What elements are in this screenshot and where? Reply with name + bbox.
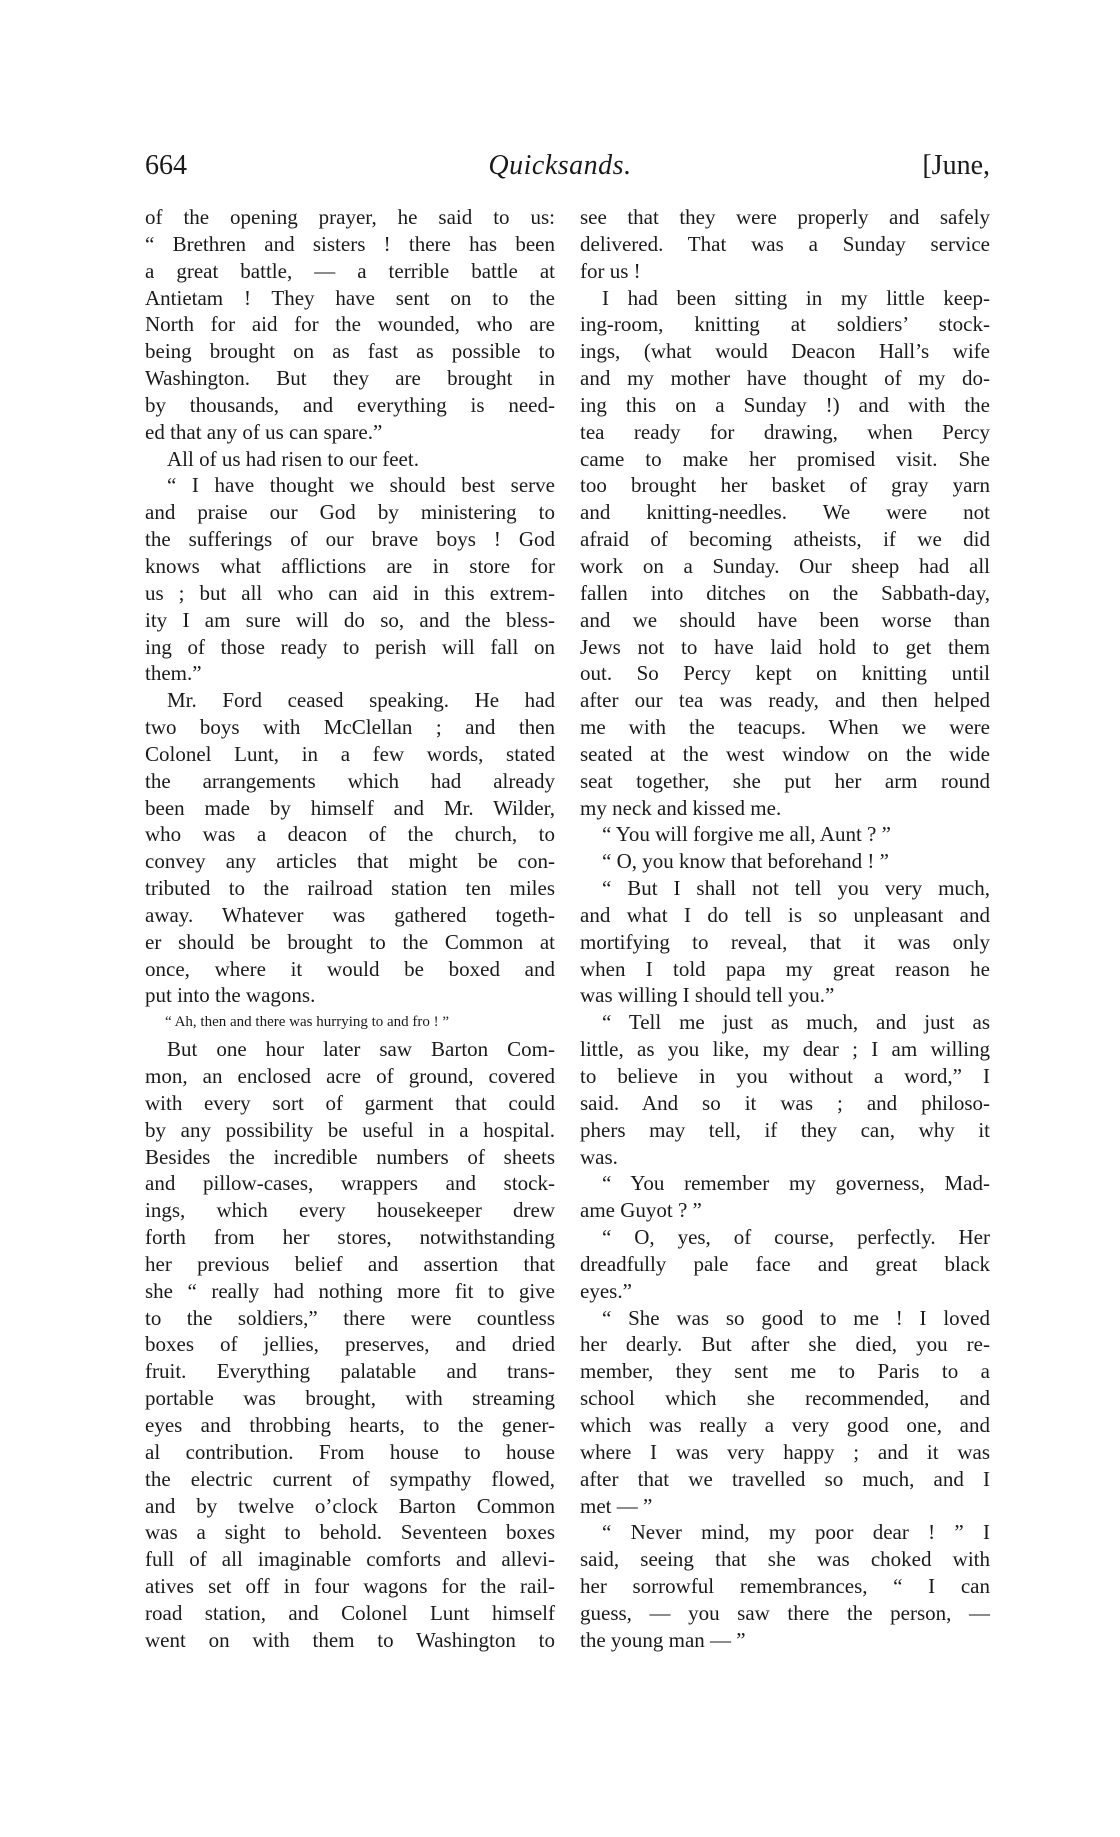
text-line: full of all imaginable comforts and allevi- — [145, 1547, 555, 1572]
paragraph — [580, 1519, 990, 1653]
paragraph — [145, 446, 555, 473]
text-line: ed that any of us can spare.” — [145, 419, 383, 444]
text-line: atives set off in four wagons for the rail- — [145, 1574, 555, 1599]
text-line: phers may tell, if they can, why it — [580, 1117, 990, 1142]
text-line: a great battle, — a terrible battle at — [145, 258, 555, 283]
text-line: road station, and Colonel Lunt himself — [145, 1600, 555, 1625]
text-line: Washington. But they are brought in — [145, 366, 555, 391]
text-line: al contribution. From house to house — [145, 1439, 555, 1464]
text-line: “ Brethren and sisters ! there has been — [145, 231, 555, 256]
text-line: ings, (what would Deacon Hall’s wife — [580, 339, 990, 364]
text-line: was. — [580, 1144, 618, 1169]
text-line: fallen into ditches on the Sabbath-day, — [580, 580, 990, 605]
text-line: went on with them to Washington to — [145, 1627, 555, 1652]
text-line: my neck and kissed me. — [580, 795, 782, 820]
text-line: being brought on as fast as possible to — [145, 339, 555, 364]
text-line: was willing I should tell you.” — [580, 983, 835, 1008]
text-line: ing of those ready to perish will fall on — [145, 634, 555, 659]
text-line: ings, which every housekeeper drew — [145, 1198, 555, 1223]
text-line: ame Guyot ? ” — [580, 1198, 702, 1223]
text-line: But one hour later saw Barton Com- — [167, 1037, 555, 1062]
text-line: too brought her basket of gray yarn — [580, 473, 990, 498]
text-line: mon, an enclosed acre of ground, covered — [145, 1064, 555, 1088]
text-line: eyes.” — [580, 1278, 632, 1303]
paragraph — [580, 1305, 990, 1520]
text-line: two boys with McClellan ; and then — [145, 715, 555, 740]
text-line: us ; but all who can aid in this extrem- — [145, 580, 555, 605]
text-line: tea ready for drawing, when Percy — [580, 419, 990, 444]
text-line: out. So Percy kept on knitting until — [580, 661, 990, 686]
text-line: ity I am sure will do so, and the bless- — [145, 607, 555, 632]
text-line: seated at the west window on the wide — [580, 741, 990, 766]
running-title: Quicksands. — [488, 150, 632, 181]
text-line: forth from her stores, notwithstanding — [145, 1225, 555, 1250]
text-line: convey any articles that might be con- — [145, 849, 555, 874]
text-line: her dearly. But after she died, you re- — [580, 1332, 990, 1357]
text-line: by any possibility be useful in a hospital. — [145, 1117, 555, 1142]
text-line: work on a Sunday. Our sheep had all — [580, 553, 990, 578]
text-line: tributed to the railroad station ten miles — [145, 876, 555, 901]
text-line: me with the teacups. When we were — [580, 715, 990, 740]
text-line: afraid of becoming atheists, if we did — [580, 527, 990, 552]
paragraph — [580, 1009, 990, 1170]
text-line: Mr. Ford ceased speaking. He had — [167, 688, 555, 713]
text-line: the sufferings of our brave boys ! God — [145, 527, 555, 552]
paragraph — [145, 472, 555, 687]
text-line: said. And so it was ; and philoso- — [580, 1090, 990, 1115]
text-line: to the soldiers,” there were countless — [145, 1305, 555, 1330]
text-line: for us ! — [580, 258, 641, 283]
text-line: and praise our God by ministering to — [145, 500, 555, 525]
text-line: mortifying to reveal, that it was only — [580, 929, 990, 954]
text-line: “ I have thought we should best serve — [167, 473, 555, 498]
paragraph — [580, 875, 990, 1009]
text-line: Colonel Lunt, in a few words, stated — [145, 741, 555, 766]
text-line: little, as you like, my dear ; I am willing — [580, 1037, 990, 1062]
text-line: the arrangements which had already — [145, 768, 555, 793]
text-line: Antietam ! They have sent on to the — [145, 285, 555, 310]
text-line: and what I do tell is so unpleasant and — [580, 902, 990, 927]
text-line: them.” — [145, 661, 202, 686]
text-line: member, they sent me to Paris to a — [580, 1359, 990, 1384]
text-line: with every sort of garment that could — [145, 1090, 555, 1115]
text-line: and pillow-cases, wrappers and stock- — [145, 1171, 555, 1196]
text-line: seat together, she put her arm round — [580, 768, 990, 793]
text-line: her sorrowful remembrances, “ I can — [580, 1574, 990, 1599]
text-line: her previous belief and assertion that — [145, 1251, 555, 1276]
text-line: “ Never mind, my poor dear ! ” I — [602, 1520, 990, 1545]
text-line: “ She was so good to me ! I loved — [602, 1305, 990, 1330]
paragraph — [580, 848, 990, 875]
paragraph — [580, 821, 990, 848]
text-line: “ O, you know that beforehand ! ” — [602, 849, 889, 874]
text-line: ing this on a Sunday !) and with the — [580, 392, 990, 417]
text-line: “ Tell me just as much, and just as — [602, 1010, 990, 1035]
text-line: er should be brought to the Common at — [145, 929, 555, 954]
text-line: delivered. That was a Sunday service — [580, 231, 990, 256]
left-column — [145, 204, 555, 1654]
text-line: once, where it would be boxed and — [145, 956, 555, 981]
text-line: away. Whatever was gathered togeth- — [145, 902, 555, 927]
text-line: and my mother have thought of my do- — [580, 366, 990, 391]
epigraph — [145, 1009, 555, 1036]
text-line: was a sight to behold. Seventeen boxes — [145, 1520, 555, 1545]
paragraph — [145, 1036, 555, 1653]
text-line: and knitting-needles. We were not — [580, 500, 990, 525]
text-line: school which she recommended, and — [580, 1386, 990, 1411]
paragraph — [145, 687, 555, 1009]
text-line: “ You remember my governess, Mad- — [602, 1171, 990, 1196]
text-line: “ But I shall not tell you very much, — [602, 876, 990, 901]
page-number: 664 — [145, 150, 187, 181]
text-line: when I told papa my great reason he — [580, 956, 990, 981]
paragraph — [145, 204, 555, 446]
text-line: which was really a very good one, and — [580, 1412, 990, 1437]
paragraph — [580, 285, 990, 822]
text-line: and we should have been worse than — [580, 607, 990, 632]
text-line: by thousands, and everything is need- — [145, 392, 555, 417]
text-line: said, seeing that she was choked with — [580, 1547, 990, 1572]
text-line: boxes of jellies, preserves, and dried — [145, 1332, 555, 1357]
text-line: fruit. Everything palatable and trans- — [145, 1359, 555, 1384]
text-line: “ O, yes, of course, perfectly. Her — [602, 1225, 990, 1250]
text-line: Besides the incredible numbers of sheets — [145, 1144, 555, 1169]
right-column — [580, 204, 990, 1654]
text-line: put into the wagons. — [145, 983, 316, 1008]
text-line: been made by himself and Mr. Wilder, — [145, 795, 555, 820]
text-line: All of us had risen to our feet. — [167, 446, 419, 471]
text-line: after our tea was ready, and then helped — [580, 688, 990, 713]
text-line: “ Ah, then and there was hurrying to and fro ! ” — [165, 1014, 450, 1031]
text-line: ing-room, knitting at soldiers’ stock- — [580, 312, 990, 337]
text-line: met — ” — [580, 1493, 653, 1518]
text-line: the electric current of sympathy flowed, — [145, 1466, 555, 1491]
text-line: she “ really had nothing more fit to give — [145, 1278, 555, 1303]
text-line: and by twelve o’clock Barton Common — [145, 1493, 555, 1518]
text-line: Jews not to have laid hold to get them — [580, 634, 990, 659]
text-line: came to make her promised visit. She — [580, 446, 990, 471]
paragraph — [580, 204, 990, 285]
text-line: of the opening prayer, he said to us: — [145, 205, 555, 229]
text-line: I had been sitting in my little keep- — [602, 285, 990, 310]
running-month: [June, — [922, 150, 990, 181]
paragraph — [580, 1224, 990, 1305]
text-line: knows what afflictions are in store for — [145, 553, 555, 578]
text-line: where I was very happy ; and it was — [580, 1439, 990, 1464]
text-line: dreadfully pale face and great black — [580, 1251, 990, 1276]
text-line: who was a deacon of the church, to — [145, 822, 555, 847]
text-line: see that they were properly and safely — [580, 205, 990, 229]
text-line: to believe in you without a word,” I — [580, 1064, 990, 1088]
text-line: “ You will forgive me all, Aunt ? ” — [602, 822, 891, 847]
text-line: after that we travelled so much, and I — [580, 1466, 990, 1491]
paragraph — [580, 1170, 990, 1224]
text-line: North for aid for the wounded, who are — [145, 312, 555, 337]
text-line: guess, — you saw there the person, — — [580, 1600, 990, 1625]
text-line: eyes and throbbing hearts, to the gener- — [145, 1412, 555, 1437]
text-line: the young man — ” — [580, 1627, 746, 1652]
text-line: portable was brought, with streaming — [145, 1386, 555, 1411]
